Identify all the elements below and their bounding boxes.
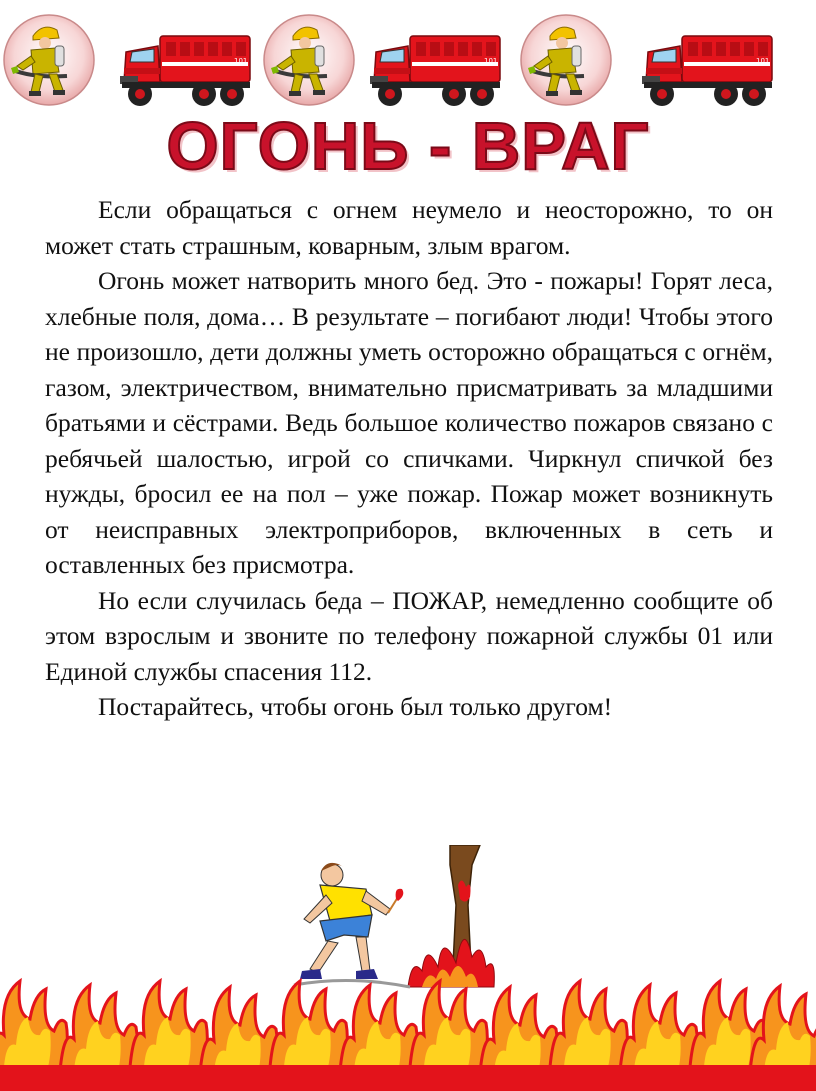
header-banner — [0, 0, 816, 115]
paragraph-4: Постарайтесь, чтобы огонь был только другом! — [98, 692, 613, 721]
firefighter-icon — [521, 15, 611, 105]
fire-icon — [0, 981, 816, 1073]
truck-plate: 101 — [484, 57, 498, 65]
firefighter-badge-2 — [264, 15, 354, 105]
truck-plate: 101 — [756, 57, 770, 65]
fire-truck-icon — [120, 36, 250, 106]
article-body — [45, 192, 773, 725]
fire-truck-2 — [370, 36, 500, 106]
firefighter-badge-1 — [4, 15, 94, 105]
fire-icon — [408, 880, 494, 987]
fire-truck-3 — [642, 36, 772, 106]
flame-border — [0, 975, 816, 1091]
paragraph-1: Если обращаться с огнем неумело и неосторожно, то он может стать страшным, коварным, злым врагом. — [45, 195, 773, 260]
firefighter-icon — [4, 15, 94, 105]
firefighter-badge-3 — [521, 15, 611, 105]
flame-base-band — [0, 1065, 816, 1091]
paragraph-3: Но если случилась беда – ПОЖАР, немедленно сообщите об этом взрослым и звоните по телефону пожарной службы 01 или Единой службы спасения 112. — [45, 585, 773, 686]
boy-icon — [300, 863, 403, 979]
firefighter-icon — [264, 15, 354, 105]
boy-with-matches-illustration — [290, 845, 530, 995]
paragraph-2: Огонь может натворить много бед. Это - пожары! Горят леса, хлебные поля, дома… В результате – погибают люди! Чтобы этого не произошло, дети должны уметь осторожно обращаться с огнём, газом, электричеством, внимательно присматривать за младшими братьями и сёстрами. Ведь большое количество пожаров связано с ребячьей шалостью, игрой со спичками. Чиркнул спичкой без нужды, бросил ее на пол – уже пожар. Пожар может возникнуть от неисправных электроприборов, включенных в сеть и оставленных без присмотра. — [45, 266, 773, 579]
fire-truck-1 — [120, 36, 250, 106]
fire-truck-icon — [370, 36, 500, 106]
fire-truck-icon — [642, 36, 772, 106]
page-title: ОГОНЬ - ВРАГ — [166, 109, 650, 184]
truck-plate: 101 — [234, 57, 248, 65]
